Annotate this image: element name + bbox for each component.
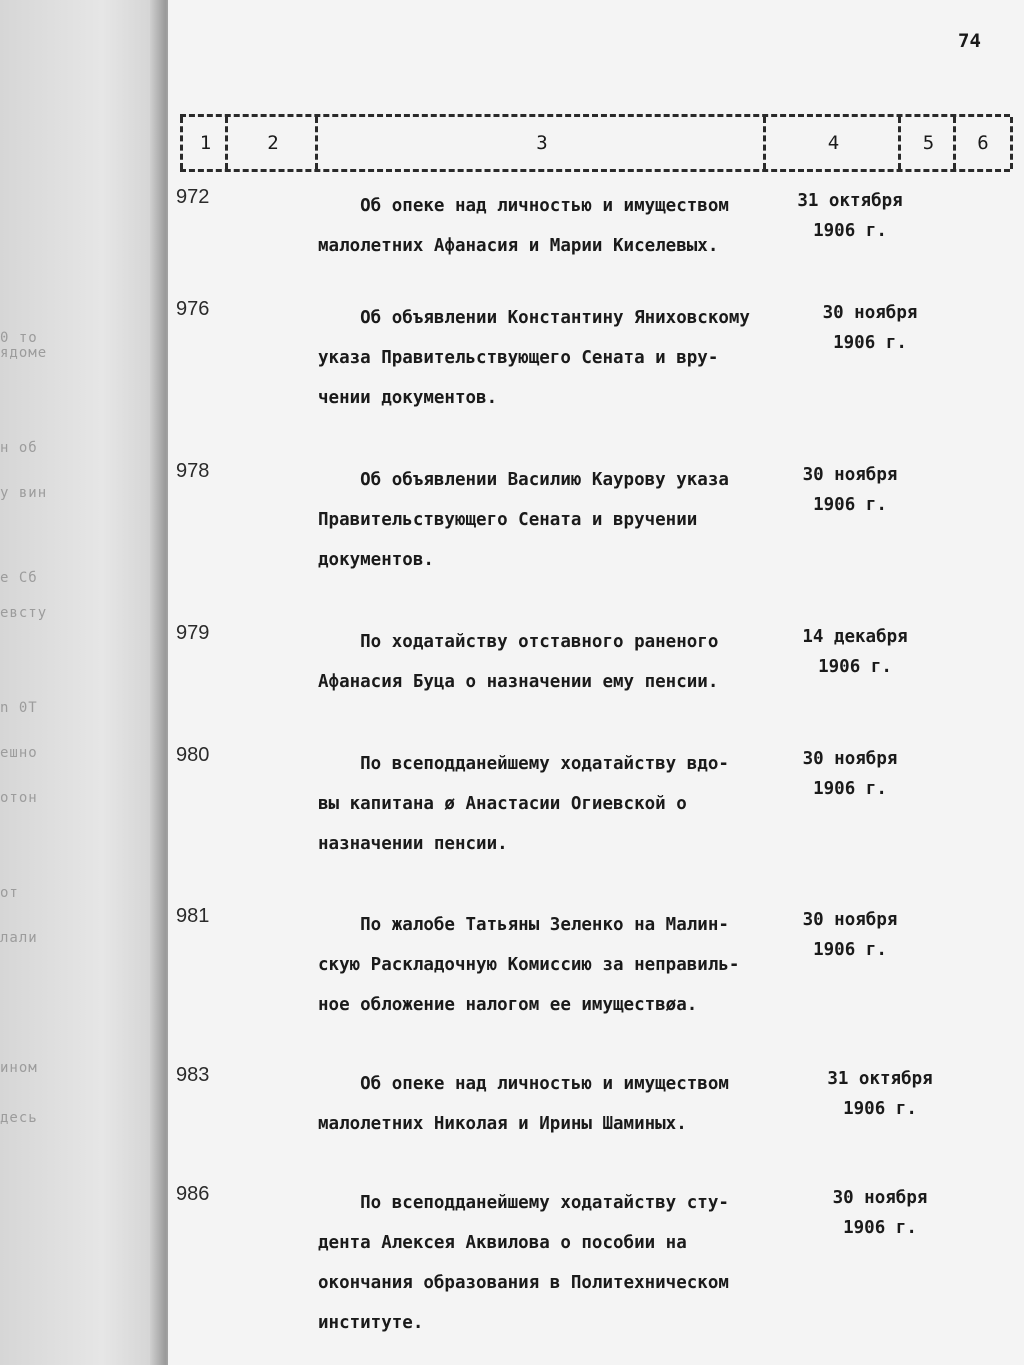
entry-date-day: 31 октября: [827, 1069, 933, 1089]
header-col-6: 6: [953, 117, 1013, 169]
entry-date-year: 1906 г.: [813, 779, 887, 799]
entry-date-year: 1906 г.: [813, 495, 887, 515]
entry-date: [785, 460, 915, 520]
entry-date-day: 14 декабря: [802, 627, 908, 647]
entry-number: 976: [176, 298, 210, 320]
entry-number: 972: [176, 186, 210, 208]
entry-description: Об опеке над личностью и имуществом малолетних Николая и Ирины Шаминых.: [318, 1074, 729, 1134]
facing-page: 0 то ядоме н об у вин e Cб евсту n 0T ешно отон от лали ином десь: [0, 0, 170, 1365]
entry-description: Об объявлении Константину Яниховскому указа Правительствующего Сената и вру- чении документов.: [318, 308, 750, 408]
table-header: [180, 114, 1010, 172]
entry-date: [815, 1183, 945, 1243]
entry-number: 978: [176, 460, 210, 482]
header-col-1: 1: [180, 117, 228, 169]
entry-date-year: 1906 г.: [813, 221, 887, 241]
entry-number: 983: [176, 1064, 210, 1086]
entry-number: 986: [176, 1183, 210, 1205]
entry-date-year: 1906 г.: [843, 1099, 917, 1119]
entry-date: [790, 622, 920, 682]
entry-date-day: 30 ноября: [802, 910, 898, 930]
entry-date-year: 1906 г.: [818, 657, 892, 677]
entry-description: По всеподданейшему ходатайству сту- дента Алексея Аквилова о пособии на окончания образования в Политехническом институте.: [318, 1193, 729, 1333]
header-col-5: 5: [898, 117, 956, 169]
entry-date: [785, 905, 915, 965]
entry-number: 981: [176, 905, 210, 927]
entry-description: По ходатайству отставного раненого Афанасия Буца о назначении ему пенсии.: [318, 632, 719, 692]
entry-description: По жалобе Татьяны Зеленко на Малин- скую Раскладочную Комиссию за неправиль- ное обложение налогом ее имуществøа.: [318, 915, 740, 1015]
entry-date-day: 30 ноября: [832, 1188, 928, 1208]
entry-number: 979: [176, 622, 210, 644]
sheet-number: 74: [958, 30, 981, 52]
entry-date-day: 30 ноября: [802, 749, 898, 769]
entry-date-year: 1906 г.: [843, 1218, 917, 1238]
entry-description: Об объявлении Василию Каурову указа Правительствующего Сената и вручении документов.: [318, 470, 729, 570]
header-col-3: 3: [315, 117, 766, 169]
entry-number: 980: [176, 744, 210, 766]
header-col-4: 4: [763, 117, 901, 169]
header-col-2: 2: [225, 117, 318, 169]
entry-date: [815, 1064, 945, 1124]
entry-description: По всеподданейшему ходатайству вдо- вы капитана ø Анастасии Огиевской о назначении пенсии.: [318, 754, 729, 854]
entry-date: [785, 744, 915, 804]
entry-date: [805, 298, 935, 358]
entry-description: Об опеке над личностью и имуществом малолетних Афанасия и Марии Киселевых.: [318, 196, 729, 256]
entry-date-day: 30 ноября: [822, 303, 918, 323]
entry-date-year: 1906 г.: [833, 333, 907, 353]
entry-date: [785, 186, 915, 246]
entry-date-day: 31 октября: [797, 191, 903, 211]
entry-date-day: 30 ноября: [802, 465, 898, 485]
entry-date-year: 1906 г.: [813, 940, 887, 960]
